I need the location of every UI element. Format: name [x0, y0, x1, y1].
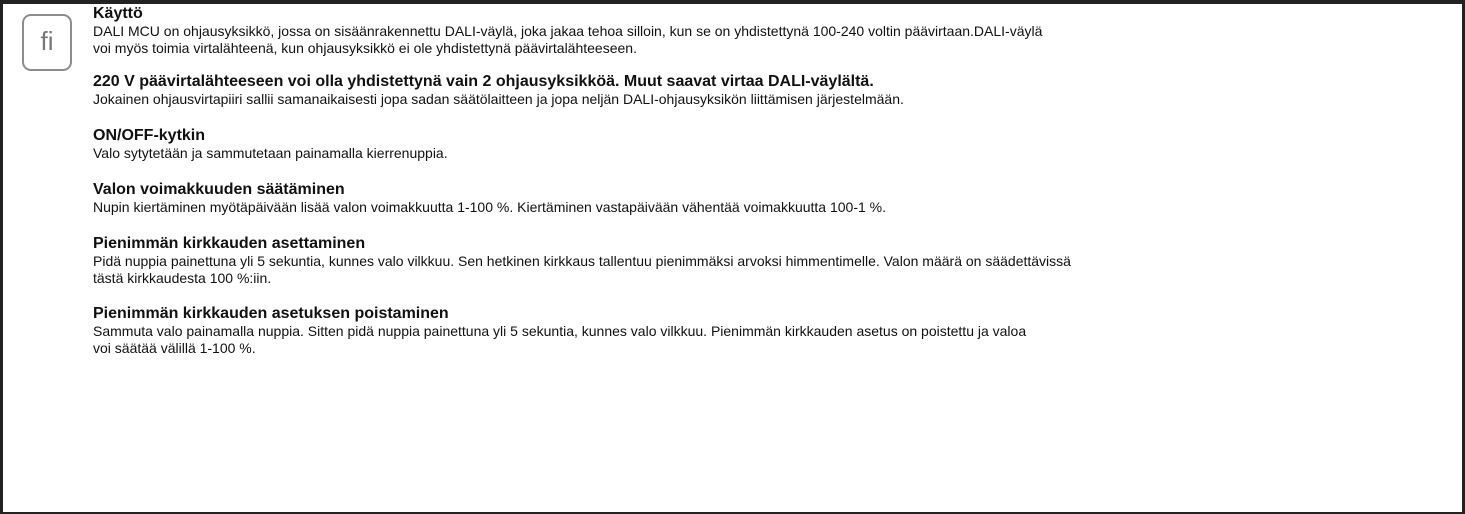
section-min-brightness-reset [93, 305, 1423, 357]
section-heading: Käyttö [93, 5, 143, 22]
section-text-line: tästä kirkkaudesta 100 %:iin. [93, 270, 272, 286]
section-text-line: Pidä nuppia painettuna yli 5 sekuntia, kunnes valo vilkkuu. Sen hetkinen kirkkaus tallentuu pienimmäksi arvoksi himmentimelle. Valon määrä on säädettävissä [93, 253, 1071, 269]
section-heading: Valon voimakkuuden säätäminen [93, 181, 345, 198]
language-badge: fi [22, 14, 72, 71]
section-heading: Pienimmän kirkkauden asetuksen poistaminen [93, 305, 449, 322]
section-heading: ON/OFF-kytkin [93, 127, 206, 144]
section-brightness-adjust [93, 181, 1423, 216]
section-on-off-switch [93, 127, 1423, 162]
section-kaytto [93, 5, 1423, 57]
section-heading: Pienimmän kirkkauden asettaminen [93, 235, 366, 252]
section-heading: 220 V päävirtalähteeseen voi olla yhdistettynä vain 2 ohjausyksikköä. Muut saavat virtaa DALI-väylältä. [93, 73, 874, 90]
section-220v [93, 73, 1423, 108]
instructions-content [93, 5, 1423, 375]
section-text-line: Nupin kiertäminen myötäpäivään lisää valon voimakkuutta 1-100 %. Kiertäminen vastapäivään vähentää voimakkuutta 100-1 %. [93, 199, 887, 215]
section-text-line: Sammuta valo painamalla nuppia. Sitten pidä nuppia painettuna yli 5 sekuntia, kunnes valo vilkkuu. Pienimmän kirkkauden asetus on poistettu ja valoa [93, 323, 1027, 339]
section-text-line: DALI MCU on ohjausyksikkö, jossa on sisäänrakennettu DALI-väylä, joka jakaa tehoa silloin, kun se on yhdistettynä 100-240 voltin päävirtaan.DALI-väylä [93, 23, 1043, 39]
section-text-line: Jokainen ohjausvirtapiiri sallii samanaikaisesti jopa sadan säätölaitteen ja jopa neljän DALI-ohjausyksikön liittämisen järjestelmään. [93, 91, 904, 107]
section-min-brightness-set [93, 235, 1423, 287]
section-text-line: Valo sytytetään ja sammutetaan painamalla kierrenuppia. [93, 145, 448, 161]
section-text-line: voi myös toimia virtalähteenä, kun ohjausyksikkö ei ole yhdistettynä päävirtalähteeseen. [93, 40, 637, 56]
section-text-line: voi säätää välillä 1-100 %. [93, 340, 256, 356]
